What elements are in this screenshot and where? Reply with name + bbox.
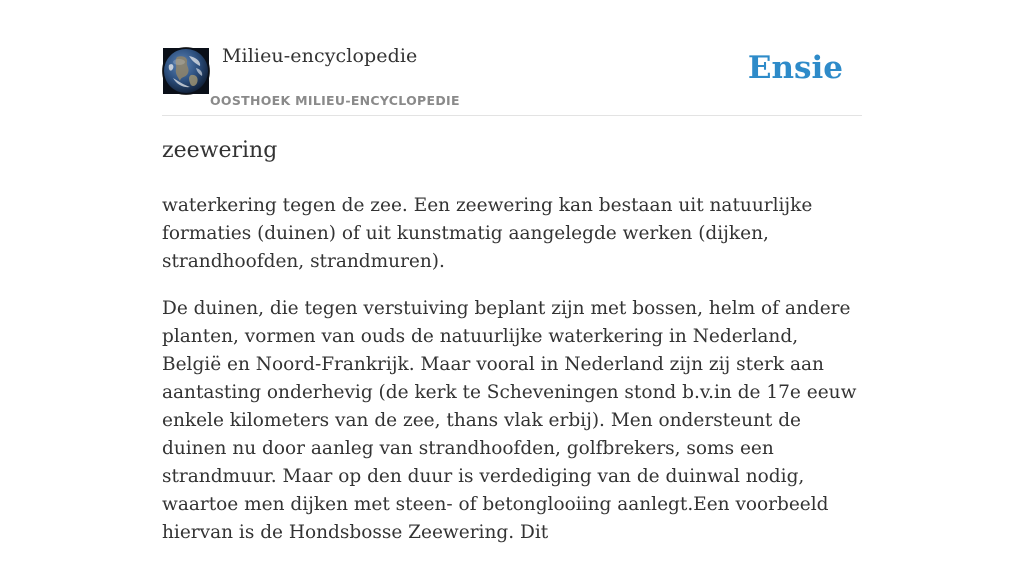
ensie-brand-link[interactable]: Ensie bbox=[747, 50, 843, 86]
article-paragraph: De duinen, die tegen verstuiving beplant zijn met bossen, helm of andere planten, vormen van ouds de natuurlijke waterkering in Nederland, België en Noord-Frankrijk. Maar vooral in Nederland zijn zij sterk aan aantasting onderhevig (de kerk te Scheveningen stond b.v.in de 17e eeuw enkele kilometers van de zee, thans vlak erbij). Men ondersteunt de duinen nu door aanleg van strandhoofden, golfbrekers, soms een strandmuur. Maar op den duur is verdediging van de duinwal nodig, waartoe men dijken met steen- of betonglooiing aanlegt.Een voorbeeld hiervan is de Hondsbosse Zeewering. Dit bbox=[162, 298, 857, 543]
site-header bbox=[162, 0, 862, 116]
site-subtitle: OOSTHOEK MILIEU-ENCYCLOPEDIE bbox=[210, 93, 460, 108]
site-title[interactable]: Milieu-encyclopedie bbox=[222, 45, 418, 67]
article-title: zeewering bbox=[162, 138, 278, 163]
page-container bbox=[162, 0, 862, 543]
earth-globe-icon[interactable] bbox=[162, 47, 210, 95]
article-paragraph: waterkering tegen de zee. Een zeewering kan bestaan uit natuurlijke formaties (duinen) of uit kunstmatig aangelegde werken (dijken, strandhoofden, strandmuren). bbox=[162, 195, 813, 272]
article-body bbox=[162, 192, 862, 566]
